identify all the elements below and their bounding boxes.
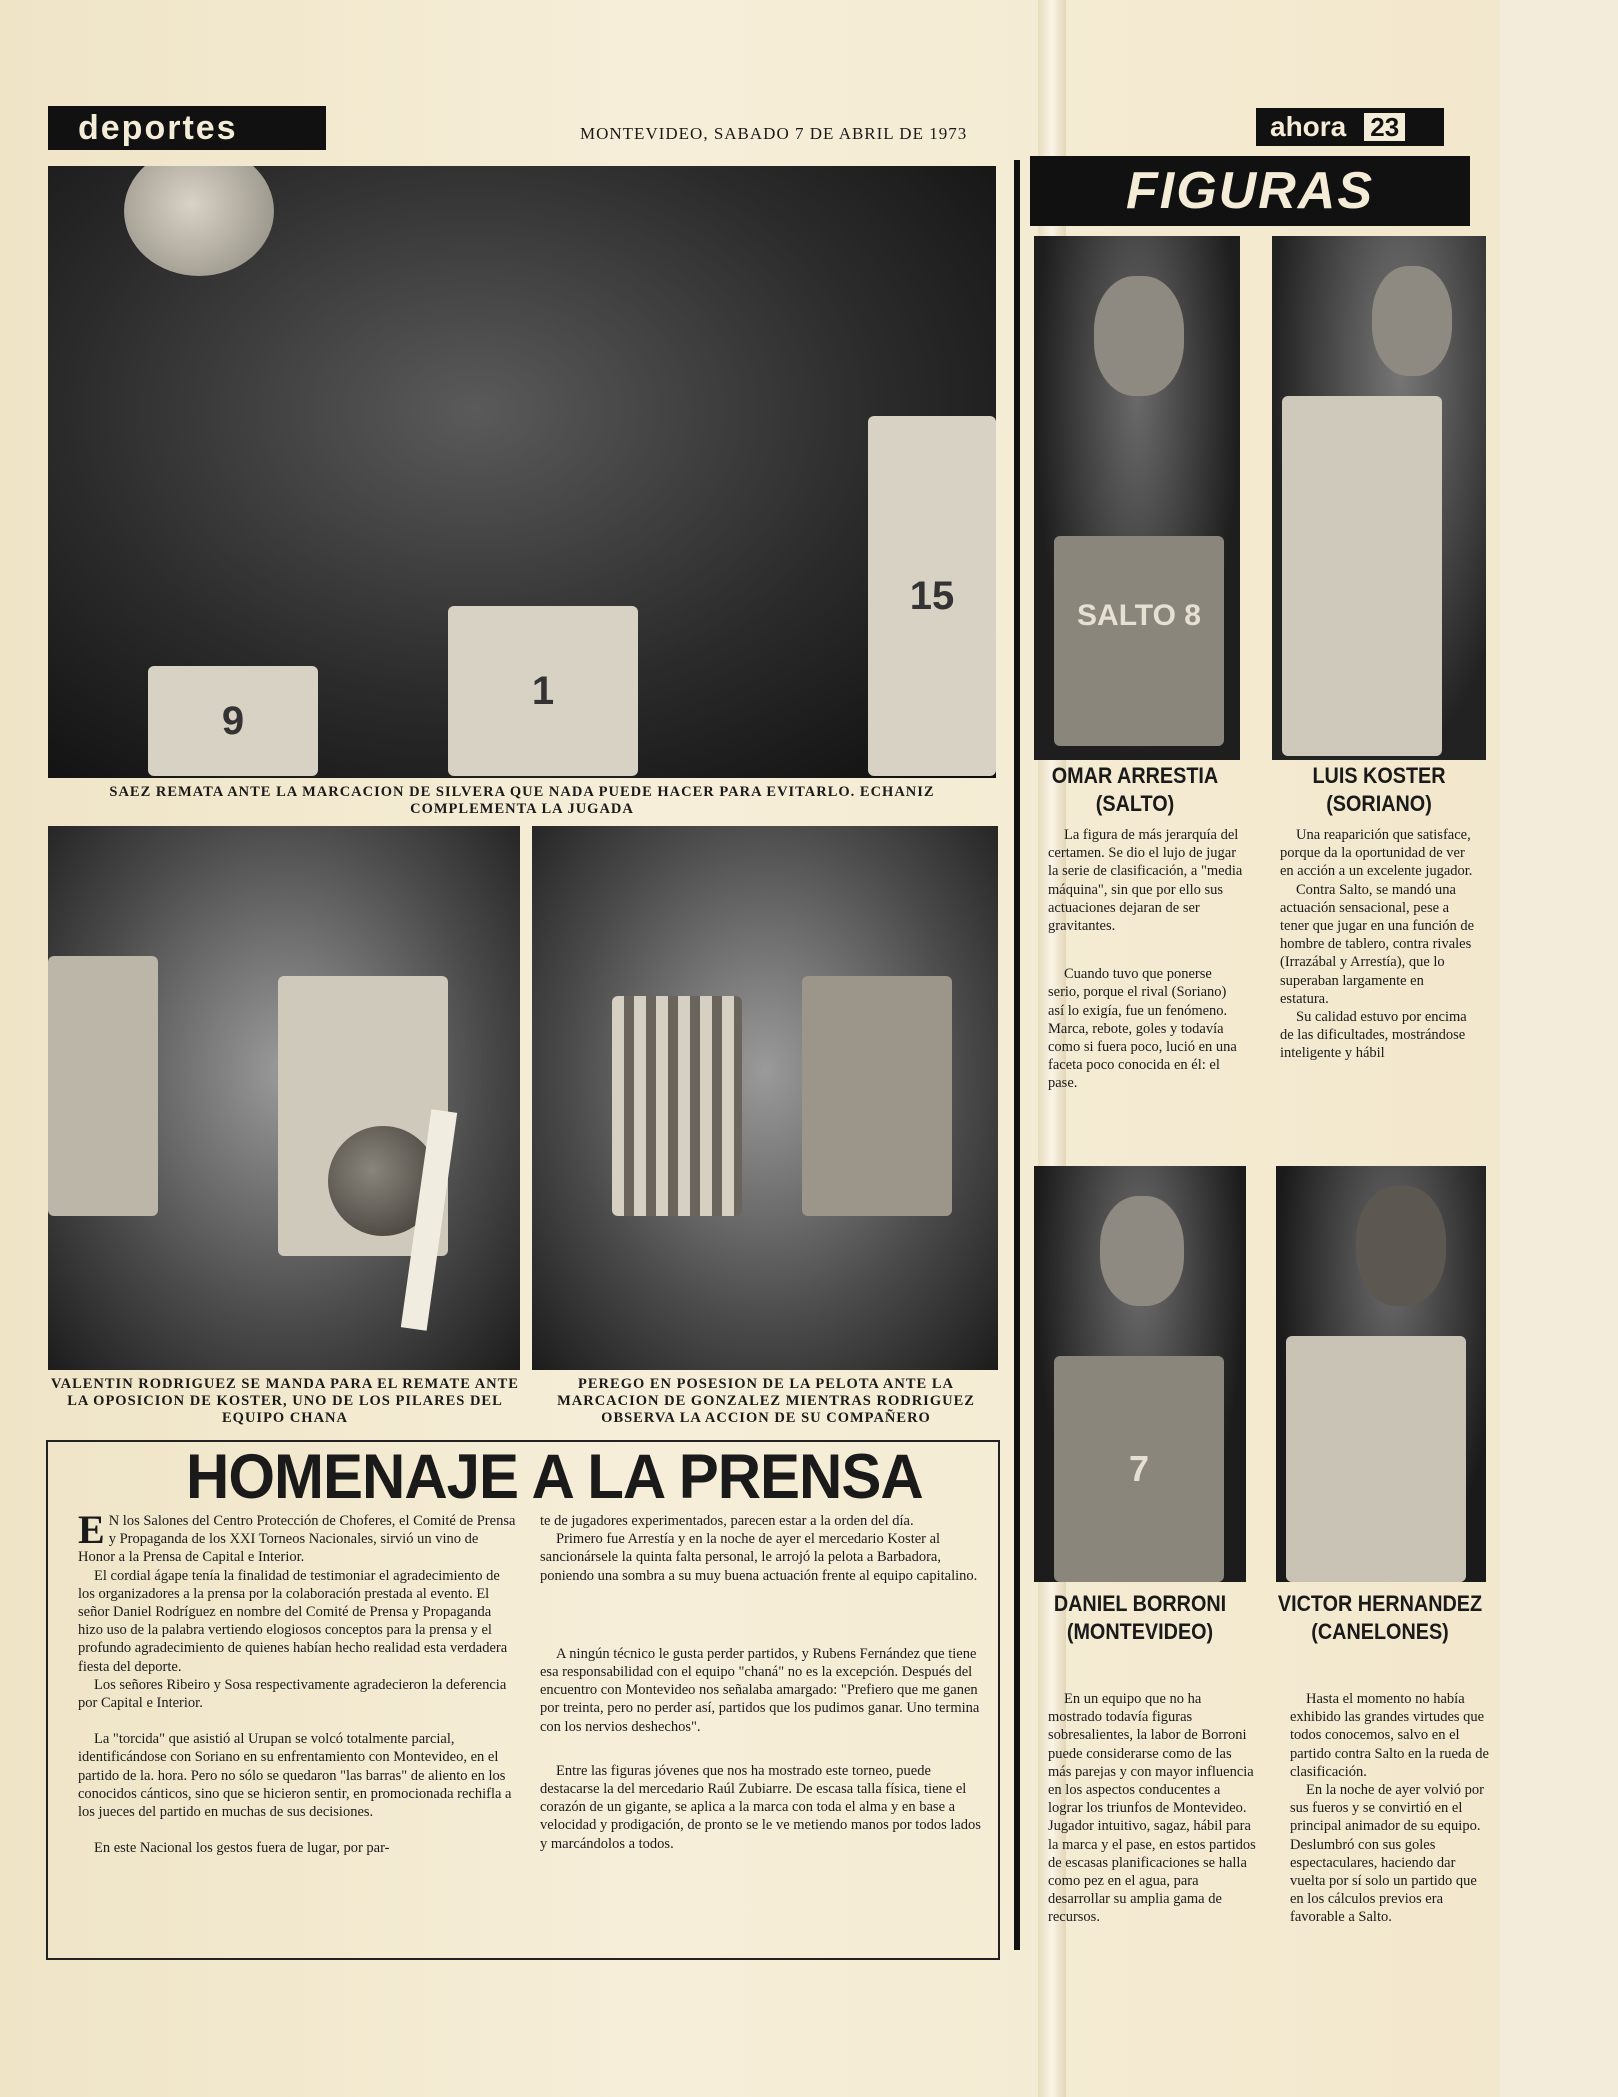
article-column-1 xyxy=(78,1507,518,1857)
player-jersey xyxy=(48,956,158,1216)
photo-caption: PEREGO EN POSESION DE LA PELOTA ANTE LA MARCACION DE GONZALEZ MIENTRAS RODRIGUEZ OBSERVA LA ACCION DE SU COMPAÑERO xyxy=(557,1376,975,1426)
page-edge xyxy=(1500,0,1618,2097)
player-bio xyxy=(1290,1690,1490,1927)
article-paragraph: A ningún técnico le gusta perder partidos, y Rubens Fernández que tiene esa responsabilidad con el equipo "chaná" no es la excepción. Después del encuentro con Montevideo nos señalaba amargado: "Prefiero que me ganen por treinta, pero no perder así, partidos que los pudimos ganar. Uno termina con los nervios deshechos". xyxy=(540,1645,980,1735)
player-name: DANIEL BORRONI (MONTEVIDEO) xyxy=(1053,1591,1227,1644)
player-jersey-striped xyxy=(612,996,742,1216)
player-jersey xyxy=(1282,396,1442,756)
player-name: LUIS KOSTER (SORIANO) xyxy=(1312,763,1446,816)
photo-rodriguez-koster xyxy=(48,826,520,1370)
bio-paragraph: Hasta el momento no había exhibido las grandes virtudes que todos conocemos, salvo en el partido contra Salto en la rueda de clasificación. xyxy=(1290,1691,1489,1780)
article-column-2 xyxy=(540,1512,986,1853)
photo-main-basketball xyxy=(48,166,996,778)
column-rule xyxy=(1014,160,1020,1950)
photo-caption: VALENTIN RODRIGUEZ SE MANDA PARA EL REMATE ANTE LA OPOSICION DE KOSTER, UNO DE LOS PILARES DEL EQUIPO CHANA xyxy=(51,1376,519,1426)
newspaper-masthead xyxy=(1256,108,1444,146)
player-face xyxy=(1100,1196,1184,1306)
player-jersey xyxy=(1286,1336,1466,1582)
player-face xyxy=(1372,266,1452,376)
page-number: 23 xyxy=(1364,113,1405,141)
portrait-luis-koster xyxy=(1272,236,1486,760)
basketball-shape xyxy=(124,166,274,276)
bio-paragraph: En la noche de ayer volvió por sus fueros y se convirtió en el principal animador de su equipo. Deslumbró con sus goles espectaculares, haciendo dar vuelta por sí solo un partido que en los cálculos previos era favorable a Salto. xyxy=(1290,1782,1484,1926)
portrait-victor-hernandez xyxy=(1276,1166,1486,1582)
drop-cap: E xyxy=(78,1507,105,1552)
article-paragraph: te de jugadores experimentados, parecen estar a la orden del día. xyxy=(540,1513,914,1529)
article-paragraph: En este Nacional los gestos fuera de lugar, por par- xyxy=(94,1840,390,1857)
article-paragraph: La "torcida" que asistió al Urupan se volcó totalmente parcial, identificándose con Soriano en su enfrentamiento con Montevideo, en el partido de la. hora. Pero no sólo se quedaron "las barras" de aliento en los conocidos cánticos, sino que se hicieron sentir, en promocionada rechifla a los jueces del partido en muchas de sus decisiones. xyxy=(78,1731,512,1821)
article-paragraph: Primero fue Arrestía y en la noche de ayer el mercedario Koster al sancionársele la quinta falta personal, le arrojó la pelota a Barbadora, poniendo una sombra a su muy buena actuación frente al equipo capitalino. xyxy=(540,1531,978,1584)
article-paragraph: Los señores Ribeiro y Sosa respectivamente agradecieron la deferencia por Capital e Interior. xyxy=(78,1676,507,1712)
player-jersey-1: 1 xyxy=(448,606,638,776)
article-paragraph: E N los Salones del Centro Protección de Choferes, el Comité de Prensa y Propaganda de los XXI Torneos Nacionales, sirvió un vino de Honor a la Prensa de Capital e Interior. xyxy=(78,1507,516,1566)
section-label: deportes xyxy=(48,106,326,150)
player-jersey xyxy=(802,976,952,1216)
player-jersey-salto-8: SALTO 8 xyxy=(1054,536,1224,746)
player-bio xyxy=(1048,826,1244,1093)
player-name: OMAR ARRESTIA (SALTO) xyxy=(1051,763,1219,816)
player-jersey-9: 9 xyxy=(148,666,318,776)
photo-caption: SAEZ REMATA ANTE LA MARCACION DE SILVERA QUE NADA PUEDE HACER PARA EVITARLO. ECHANIZ COMPLEMENTA LA JUGADA xyxy=(109,784,935,817)
article-headline: HOMENAJE A LA PRENSA xyxy=(186,1441,923,1512)
player-face xyxy=(1094,276,1184,396)
bio-paragraph: La figura de más jerarquía del certamen. Se dio el lujo de jugar la serie de clasificación, a "media máquina", sin que por ello sus actuaciones dejaran de ser gravitantes. xyxy=(1048,827,1243,935)
figuras-banner: FIGURAS xyxy=(1030,156,1470,226)
bio-paragraph: Su calidad estuvo por encima de las dificultades, mostrándose inteligente y hábil xyxy=(1280,1009,1467,1062)
player-name: VICTOR HERNANDEZ (CANELONES) xyxy=(1277,1591,1483,1644)
bio-paragraph: Una reaparición que satisface, porque da la oportunidad de ver en acción a un excelente jugador. xyxy=(1280,827,1473,880)
photo-perego-gonzalez xyxy=(532,826,998,1370)
bio-paragraph: En un equipo que no ha mostrado todavía figuras sobresalientes, la labor de Borroni puede considerarse como de las más parejas y con mayor influencia en los aspectos conducentes a lograr los triunfos de Montevideo. Jugador intuitivo, sagaz, hábil para la marca y el pase, en estos partidos de escasas planificaciones se halla como pez en el agua, para desarrollar su amplia gama de recursos. xyxy=(1048,1691,1256,1926)
player-bio xyxy=(1048,1690,1258,1927)
player-jersey-15: 15 xyxy=(868,416,996,776)
bio-paragraph: Cuando tuvo que ponerse serio, porque el rival (Soriano) así lo exigía, fue un fenómeno. Marca, rebote, goles y todavía como si fuera poco, lució en una faceta poco conocida en él: el pase. xyxy=(1048,966,1237,1092)
portrait-daniel-borroni xyxy=(1034,1166,1246,1582)
article-paragraph: Entre las figuras jóvenes que nos ha mostrado este torneo, puede destacarse la del mercedario Raúl Zubiarre. De escasa talla física, tiene el corazón de un gigante, se aplica a la marca con toda el alma y en base a velocidad y prodigación, de pronto se le ve metiendo manos por todos lados y marcándolos a todos. xyxy=(540,1762,981,1852)
article-paragraph: El cordial ágape tenía la finalidad de testimoniar el agradecimiento de los organizadores a la prensa por la colaboración prestada al evento. El señor Daniel Rodríguez en nombre del Comité de Prensa y Propaganda hizo uso de la palabra vertiendo elogiosos conceptos para la prensa y el profundo agradecimiento de quienes habían hecho realidad esta verdadera fiesta del deporte. xyxy=(78,1567,508,1675)
bio-paragraph: Contra Salto, se mandó una actuación sensacional, pese a tener que jugar en una función de hombre de tablero, contra rivales (Irrazábal y Arrestía), que lo superaban largamente en estatura. xyxy=(1280,881,1475,1007)
player-jersey-7: 7 xyxy=(1054,1356,1224,1582)
player-face xyxy=(1356,1186,1446,1306)
dateline: MONTEVIDEO, SABADO 7 DE ABRIL DE 1973 xyxy=(580,124,968,143)
player-bio xyxy=(1280,826,1476,1063)
portrait-omar-arrestia xyxy=(1034,236,1240,760)
paper-name: ahora xyxy=(1270,111,1347,142)
